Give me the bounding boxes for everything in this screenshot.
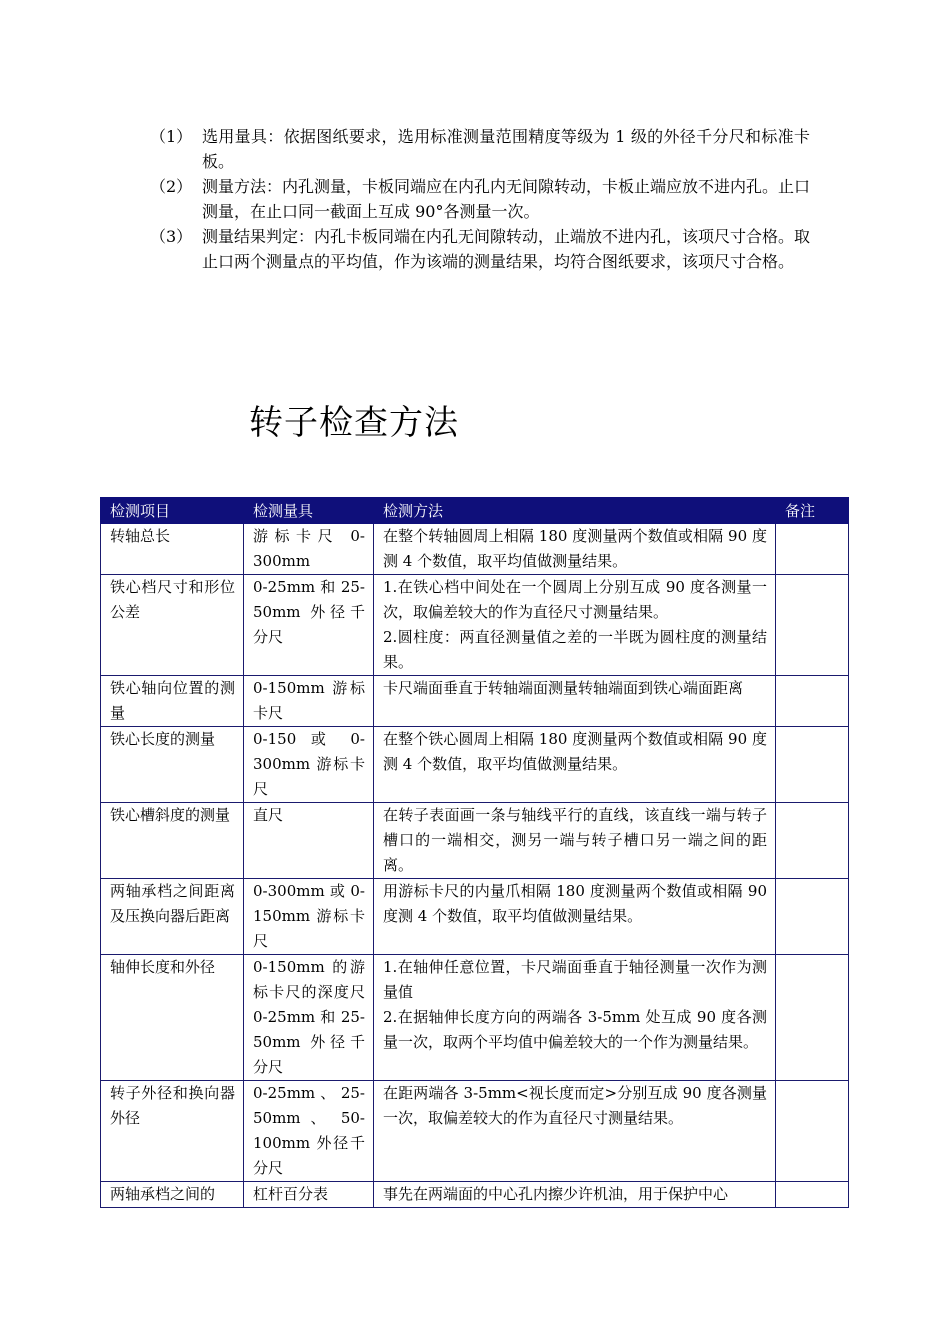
- intro-list: [150, 124, 810, 274]
- table-row: [101, 955, 849, 1081]
- table-row: [101, 1182, 849, 1208]
- inspection-table: [100, 497, 849, 1208]
- table-row: [101, 803, 849, 879]
- cell-item: 铁心轴向位置的测量: [101, 676, 244, 727]
- cell-note: [776, 803, 849, 879]
- cell-method: [374, 575, 776, 676]
- cell-method: [374, 803, 776, 879]
- list-number: （3）: [150, 227, 193, 246]
- method-line: 用游标卡尺的内量爪相隔 180 度测量两个数值或相隔 90 度测 4 个数值，取平均值做测量结果。: [383, 882, 767, 925]
- cell-tool: 直尺: [244, 803, 374, 879]
- cell-note: [776, 727, 849, 803]
- cell-tool: 0-300mm 或 0-150mm 游标卡尺: [244, 879, 374, 955]
- cell-item: 铁心档尺寸和形位公差: [101, 575, 244, 676]
- cell-note: [776, 955, 849, 1081]
- method-line: 2.在据轴伸长度方向的两端各 3-5mm 处互成 90 度各测量一次，取两个平均值中偏差较大的一个作为测量结果。: [383, 1008, 767, 1051]
- cell-note: [776, 575, 849, 676]
- list-item: [150, 224, 810, 274]
- method-line: 卡尺端面垂直于转轴端面测量转轴端面到铁心端面距离: [383, 679, 744, 697]
- cell-item: 轴伸长度和外径: [101, 955, 244, 1081]
- cell-tool: 杠杆百分表: [244, 1182, 374, 1208]
- cell-item: 两轴承档之间的: [101, 1182, 244, 1208]
- cell-tool: 0-25mm 和 25-50mm 外径千分尺: [244, 575, 374, 676]
- list-item: [150, 174, 810, 224]
- table-row: [101, 676, 849, 727]
- table-row: [101, 1081, 849, 1182]
- header-method: 检测方法: [374, 498, 776, 524]
- table-row: [101, 524, 849, 575]
- cell-note: [776, 1081, 849, 1182]
- cell-item: 铁心槽斜度的测量: [101, 803, 244, 879]
- table-row: [101, 879, 849, 955]
- cell-method: [374, 879, 776, 955]
- cell-method: [374, 1081, 776, 1182]
- cell-tool: 游标卡尺 0-300mm: [244, 524, 374, 575]
- list-text: 测量结果判定：内孔卡板同端在内孔无间隙转动，止端放不进内孔，该项尺寸合格。取止口两个测量点的平均值，作为该端的测量结果，均符合图纸要求，该项尺寸合格。: [202, 227, 811, 271]
- cell-item: 转轴总长: [101, 524, 244, 575]
- method-line: 1.在铁心档中间处在一个圆周上分别互成 90 度各测量一次，取偏差较大的作为直径尺寸测量结果。: [383, 578, 767, 621]
- header-tool: 检测量具: [244, 498, 374, 524]
- cell-method: [374, 1182, 776, 1208]
- cell-tool: 0-25mm 、 25-50mm 、 50-100mm 外径千分尺: [244, 1081, 374, 1182]
- cell-note: [776, 1182, 849, 1208]
- list-text: 选用量具：依据图纸要求，选用标准测量范围精度等级为 1 级的外径千分尺和标准卡板。: [202, 127, 810, 171]
- cell-note: [776, 879, 849, 955]
- header-item: 检测项目: [101, 498, 244, 524]
- cell-item: 两轴承档之间距离及压换向器后距离: [101, 879, 244, 955]
- list-number: （1）: [150, 127, 193, 146]
- method-line: 事先在两端面的中心孔内擦少许机油，用于保护中心: [383, 1185, 729, 1203]
- cell-method: [374, 676, 776, 727]
- cell-item: 铁心长度的测量: [101, 727, 244, 803]
- method-line: 2.圆柱度：两直径测量值之差的一半既为圆柱度的测量结果。: [383, 628, 767, 671]
- cell-item: 转子外径和换向器外径: [101, 1081, 244, 1182]
- list-number: （2）: [150, 177, 193, 196]
- method-line: 在距两端各 3-5mm<视长度而定>分别互成 90 度各测量一次，取偏差较大的作为直径尺寸测量结果。: [383, 1084, 767, 1127]
- table-row: [101, 575, 849, 676]
- cell-tool: 0-150mm 的游标卡尺的深度尺 0-25mm 和 25-50mm 外径千分尺: [244, 955, 374, 1081]
- table-row: [101, 727, 849, 803]
- cell-method: [374, 955, 776, 1081]
- header-note: 备注: [776, 498, 849, 524]
- cell-note: [776, 524, 849, 575]
- list-text: 测量方法：内孔测量，卡板同端应在内孔内无间隙转动，卡板止端应放不进内孔。止口测量，在止口同一截面上互成 90°各测量一次。: [202, 177, 811, 221]
- method-line: 在整个转轴圆周上相隔 180 度测量两个数值或相隔 90 度测 4 个数值，取平均值做测量结果。: [383, 527, 767, 570]
- cell-method: [374, 524, 776, 575]
- list-item: [150, 124, 810, 174]
- cell-tool: 0-150 或 0-300mm 游标卡尺: [244, 727, 374, 803]
- method-line: 在转子表面画一条与轴线平行的直线，该直线一端与转子槽口的一端相交，测另一端与转子槽口另一端之间的距离。: [383, 806, 767, 874]
- cell-tool: 0-150mm 游标卡尺: [244, 676, 374, 727]
- method-line: 1.在轴伸任意位置，卡尺端面垂直于轴径测量一次作为测量值: [383, 958, 767, 1001]
- cell-note: [776, 676, 849, 727]
- section-title: 转子检查方法: [249, 403, 459, 443]
- cell-method: [374, 727, 776, 803]
- method-line: 在整个铁心圆周上相隔 180 度测量两个数值或相隔 90 度测 4 个数值，取平均值做测量结果。: [383, 730, 767, 773]
- table-header-row: [101, 498, 849, 524]
